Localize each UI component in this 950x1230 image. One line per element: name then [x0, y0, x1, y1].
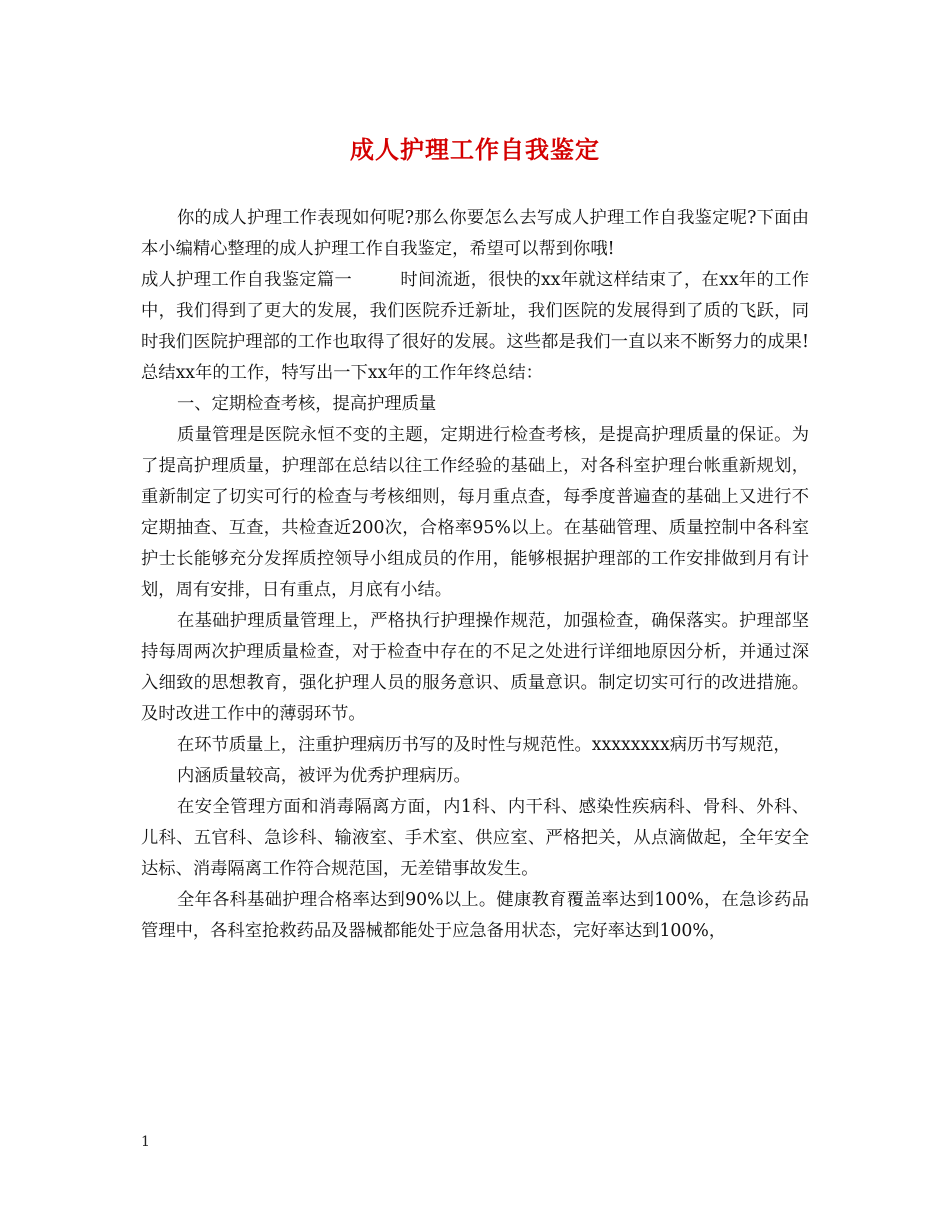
body-paragraph: 在安全管理方面和消毒隔离方面，内1科、内干科、感染性疾病科、骨科、外科、儿科、五官科、急诊科、输液室、手术室、供应室、严格把关，从点滴做起，全年安全达标、消毒隔离工作符合规范国，无差错事故发生。 — [141, 797, 809, 879]
document-title: 成人护理工作自我鉴定 — [350, 135, 600, 164]
body-paragraph: 内涵质量较高，被评为优秀护理病历。 — [177, 766, 471, 786]
page-number: 1 — [141, 1134, 150, 1150]
body-paragraph: 在基础护理质量管理上，严格执行护理操作规范，加强检查，确保落实。护理部坚持每周两次护理质量检查，对于检查中存在的不足之处进行详细地原因分析，并通过深入细致的思想教育，强化护理人员的服务意识、质量意识。制定切实可行的改进措施。及时改进工作中的薄弱环节。 — [141, 611, 809, 724]
section-opening-text: 时间流逝，很快的xx年就这样结束了，在xx年的工作中，我们得到了更大的发展，我们医院乔迁新址，我们医院的发展得到了质的飞跃，同时我们医院护理部的工作也取得了很好的发展。这些都是我们一直以来不断努力的成果!总结xx年的工作，特写出一下xx年的工作年终总结： — [141, 270, 809, 383]
section-opening-paragraph — [141, 265, 809, 389]
intro-paragraph: 你的成人护理工作表现如何呢?那么你要怎么去写成人护理工作自我鉴定呢?下面由本小编精心整理的成人护理工作自我鉴定，希望可以帮到你哦! — [141, 208, 809, 259]
body-paragraph: 全年各科基础护理合格率达到90%以上。健康教育覆盖率达到100%，在急诊药品管理中，各科室抢救药品及器械都能处于应急备用状态，完好率达到100%， — [141, 890, 809, 941]
section-heading: 一、定期检查考核，提高护理质量 — [177, 394, 437, 414]
document-body — [141, 203, 809, 947]
body-paragraph: 质量管理是医院永恒不变的主题，定期进行检查考核，是提高护理质量的保证。为了提高护理质量，护理部在总结以往工作经验的基础上，对各科室护理台帐重新规划，重新制定了切实可行的检查与考核细则，每月重点查，每季度普遍查的基础上又进行不定期抽查、互查，共检查近200次，合格率95%以上。在基础管理、质量控制中各科室护士长能够充分发挥质控领导小组成员的作用，能够根据护理部的工作安排做到月有计划，周有安排，日有重点，月底有小结。 — [141, 425, 809, 600]
body-paragraph: 在环节质量上，注重护理病历书写的及时性与规范性。xxxxxxxx病历书写规范， — [177, 735, 791, 755]
section-label: 成人护理工作自我鉴定篇一 — [141, 270, 353, 290]
